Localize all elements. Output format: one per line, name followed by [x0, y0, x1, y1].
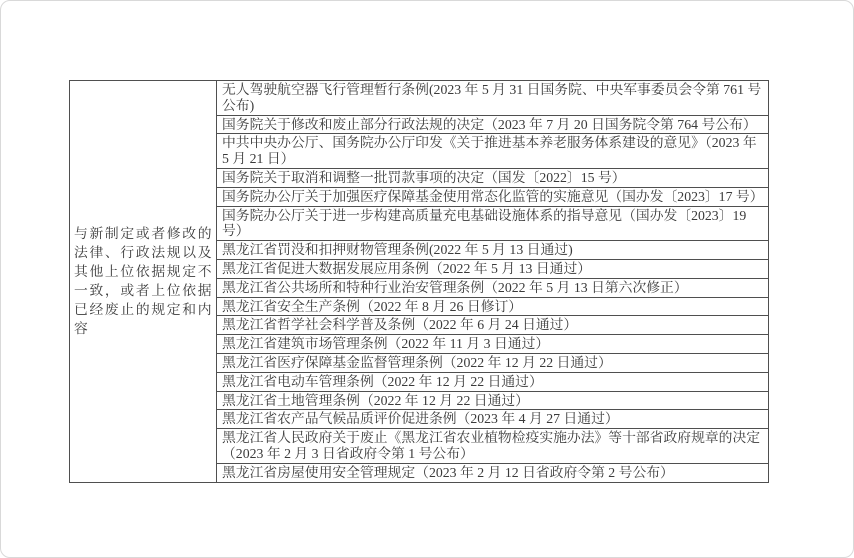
table-row [217, 207, 768, 242]
entry-text: 黑龙江省医疗保障基金监督管理条例（2022 年 12 月 22 日通过） [222, 354, 612, 370]
category-cell [70, 81, 217, 482]
entry-text: 国务院关于取消和调整一批罚款事项的决定（国发〔2022〕15 号） [222, 169, 626, 185]
table-row [217, 298, 768, 317]
entry-text: 黑龙江省人民政府关于废止《黑龙江省农业植物检疫实施办法》等十部省政府规章的决定（2023 年 2 月 3 日省政府令第 1 号公布） [222, 430, 761, 461]
entry-text: 黑龙江省公共场所和特种行业治安管理条例（2022 年 5 月 13 日第六次修正） [222, 279, 688, 295]
entry-text: 黑龙江省哲学社会科学普及条例（2022 年 6 月 24 日通过） [222, 317, 578, 333]
entry-text: 国务院办公厅关于加强医疗保障基金使用常态化监管的实施意见（国办发〔2023〕17 号） [222, 188, 764, 204]
entry-text: 黑龙江省电动车管理条例（2022 年 12 月 22 日通过） [222, 373, 543, 389]
entry-text: 国务院关于修改和废止部分行政法规的决定（2023 年 7 月 20 日国务院令第 764 号公布） [222, 116, 757, 132]
entry-text: 黑龙江省土地管理条例（2022 年 12 月 22 日通过） [222, 392, 529, 408]
table-row [217, 464, 768, 482]
table-row [217, 241, 768, 260]
table-row [217, 410, 768, 429]
entry-text: 黑龙江省安全生产条例（2022 年 8 月 26 日修订） [222, 298, 523, 314]
repealed-provisions-table [69, 80, 769, 483]
entry-text: 黑龙江省促进大数据发展应用条例（2022 年 5 月 13 日通过） [222, 260, 592, 276]
table-row [217, 373, 768, 392]
table-row [217, 429, 768, 464]
entries-column [217, 81, 768, 482]
entry-text: 国务院办公厅关于进一步构建高质量充电基础设施体系的指导意见（国办发〔2023〕19 号） [222, 207, 747, 239]
table-row [217, 279, 768, 298]
table-row [217, 188, 768, 207]
entry-text: 中共中央办公厅、国务院办公厅印发《关于推进基本养老服务体系建设的意见》（2023 年 5 月 21 日） [222, 135, 757, 167]
entry-text: 黑龙江省建筑市场管理条例（2022 年 11 月 3 日通过） [222, 336, 550, 352]
table-row [217, 354, 768, 373]
table-row [217, 316, 768, 335]
table-row [217, 260, 768, 279]
table-row [217, 81, 768, 116]
table-row [217, 134, 768, 169]
table-row [217, 335, 768, 354]
category-label: 与新制定或者修改的法律、行政法规以及其他上位依据规定不一致，或者上位依据已经废止的规定和内容 [74, 226, 212, 337]
entry-text: 黑龙江省房屋使用安全管理规定（2023 年 2 月 12 日省政府令第 2 号公布） [222, 464, 674, 480]
table-row [217, 169, 768, 188]
table-row [217, 116, 768, 135]
table-row [217, 392, 768, 411]
entry-text: 黑龙江省农产品气候品质评价促进条例（2023 年 4 月 27 日通过） [222, 411, 619, 427]
entry-text: 无人驾驶航空器飞行管理暂行条例(2023 年 5 月 31 日国务院、中央军事委员会令第 761 号公布) [222, 82, 762, 113]
entry-text: 黑龙江省罚没和扣押财物管理条例(2022 年 5 月 13 日通过) [222, 242, 573, 258]
